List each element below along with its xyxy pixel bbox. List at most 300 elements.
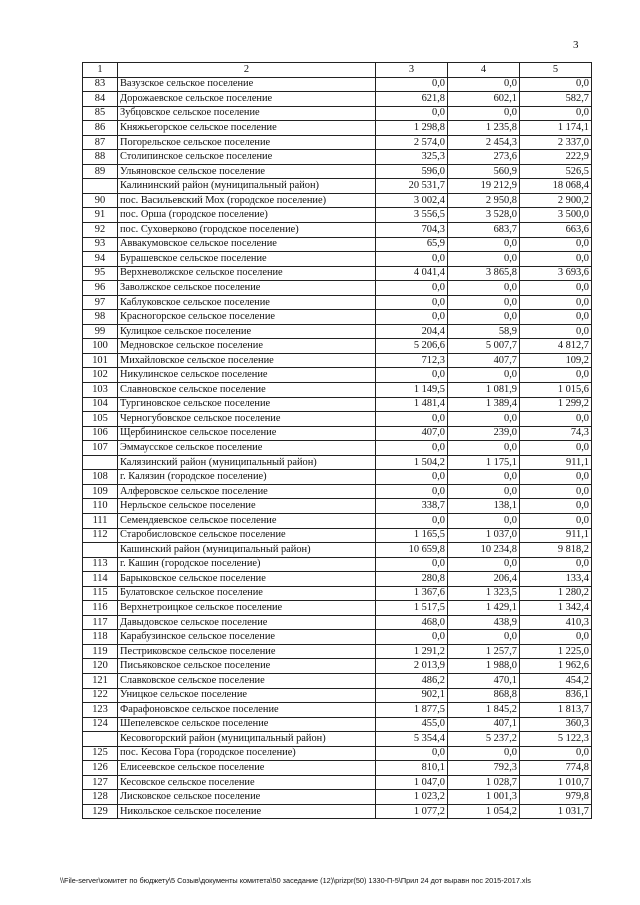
value-col4: 3 865,8 [448,266,520,281]
settlement-name: Аввакумовское сельское поселение [118,237,376,252]
table-row [83,150,592,165]
settlement-name: Бурашевское сельское поселение [118,252,376,267]
value-col3: 902,1 [376,688,448,703]
row-number: 115 [83,586,118,601]
value-col3: 5 354,4 [376,732,448,747]
value-col5: 0,0 [520,746,592,761]
table-row [83,572,592,587]
value-col3: 1 481,4 [376,397,448,412]
value-col3: 0,0 [376,281,448,296]
value-col4: 470,1 [448,673,520,688]
value-col4: 0,0 [448,630,520,645]
value-col4: 58,9 [448,324,520,339]
value-col3: 65,9 [376,237,448,252]
value-col3: 0,0 [376,77,448,92]
table-row [83,601,592,616]
row-number: 102 [83,368,118,383]
table-row [83,804,592,819]
row-number: 114 [83,572,118,587]
row-number: 129 [83,804,118,819]
table-row [83,470,592,485]
row-number: 90 [83,193,118,208]
settlement-name: Кесовское сельское поселение [118,775,376,790]
value-col3: 712,3 [376,353,448,368]
value-col4: 1 054,2 [448,804,520,819]
value-col5: 0,0 [520,557,592,572]
table-row [83,761,592,776]
row-number: 99 [83,324,118,339]
row-number: 94 [83,252,118,267]
value-col3: 1 367,6 [376,586,448,601]
row-number: 101 [83,353,118,368]
value-col4: 1 037,0 [448,528,520,543]
row-number: 98 [83,310,118,325]
settlement-name: Княжьегорское сельское поселение [118,121,376,136]
settlement-name: Ульяновское сельское поселение [118,164,376,179]
settlement-name: пос. Орша (городское поселение) [118,208,376,223]
row-number: 116 [83,601,118,616]
value-col3: 1 517,5 [376,601,448,616]
value-col3: 1 077,2 [376,804,448,819]
value-col5: 0,0 [520,310,592,325]
value-col4: 1 028,7 [448,775,520,790]
value-col5: 911,1 [520,528,592,543]
value-col5: 74,3 [520,426,592,441]
table-row [83,673,592,688]
row-number: 106 [83,426,118,441]
settlement-name: Эммаусское сельское поселение [118,441,376,456]
district-total-row [83,179,592,194]
row-number: 100 [83,339,118,354]
value-col3: 621,8 [376,92,448,107]
table-row [83,746,592,761]
page-number: 3 [573,39,579,51]
table-row [83,121,592,136]
value-col5: 1 174,1 [520,121,592,136]
row-number: 118 [83,630,118,645]
value-col3: 704,3 [376,223,448,238]
value-col4: 1 175,1 [448,455,520,470]
settlement-name: пос. Васильевский Мох (городское поселение) [118,193,376,208]
row-number: 84 [83,92,118,107]
value-col4: 1 257,7 [448,644,520,659]
value-col4: 19 212,9 [448,179,520,194]
row-number: 107 [83,441,118,456]
value-col4: 0,0 [448,77,520,92]
value-col5: 0,0 [520,484,592,499]
value-col3: 468,0 [376,615,448,630]
row-number: 124 [83,717,118,732]
value-col3: 1 877,5 [376,703,448,718]
value-col4: 138,1 [448,499,520,514]
row-number: 125 [83,746,118,761]
row-number: 119 [83,644,118,659]
value-col4: 3 528,0 [448,208,520,223]
value-col4: 0,0 [448,368,520,383]
settlement-name: г. Калязин (городское поселение) [118,470,376,485]
value-col3: 407,0 [376,426,448,441]
value-col3: 0,0 [376,412,448,427]
settlement-name: Шепелевское сельское поселение [118,717,376,732]
settlement-name: Кесовогорский район (муниципальный район) [118,732,376,747]
column-number-1: 1 [83,63,118,78]
table-row [83,499,592,514]
settlement-name: Верхневолжское сельское поселение [118,266,376,281]
settlement-name: Столипинское сельское поселение [118,150,376,165]
table-row [83,223,592,238]
row-number [83,543,118,558]
value-col3: 10 659,8 [376,543,448,558]
value-col3: 0,0 [376,295,448,310]
value-col3: 1 023,2 [376,790,448,805]
settlement-name: пос. Кесова Гора (городское поселение) [118,746,376,761]
row-number: 112 [83,528,118,543]
table-row [83,412,592,427]
value-col5: 9 818,2 [520,543,592,558]
value-col4: 0,0 [448,106,520,121]
value-col3: 1 165,5 [376,528,448,543]
value-col4: 2 950,8 [448,193,520,208]
table-row [83,441,592,456]
table-row [83,77,592,92]
row-number: 96 [83,281,118,296]
settlement-name: Красногорское сельское поселение [118,310,376,325]
row-number: 95 [83,266,118,281]
value-col3: 0,0 [376,513,448,528]
value-col3: 1 047,0 [376,775,448,790]
value-col5: 0,0 [520,295,592,310]
table-row [83,281,592,296]
table-row [83,426,592,441]
value-col4: 239,0 [448,426,520,441]
district-total-row [83,543,592,558]
value-col3: 596,0 [376,164,448,179]
value-col3: 0,0 [376,746,448,761]
value-col5: 0,0 [520,252,592,267]
row-number: 104 [83,397,118,412]
row-number: 97 [83,295,118,310]
value-col5: 0,0 [520,237,592,252]
table-row [83,368,592,383]
value-col4: 0,0 [448,484,520,499]
row-number: 89 [83,164,118,179]
settlement-name: Лисковское сельское поселение [118,790,376,805]
table-row [83,324,592,339]
value-col3: 204,4 [376,324,448,339]
value-col4: 602,1 [448,92,520,107]
table-row [83,252,592,267]
value-col4: 0,0 [448,252,520,267]
value-col4: 206,4 [448,572,520,587]
table-row [83,659,592,674]
value-col5: 2 900,2 [520,193,592,208]
settlement-name: Алферовское сельское поселение [118,484,376,499]
value-col4: 560,9 [448,164,520,179]
row-number [83,455,118,470]
settlement-name: Заволжское сельское поселение [118,281,376,296]
settlement-name: Карабузинское сельское поселение [118,630,376,645]
value-col5: 979,8 [520,790,592,805]
value-col3: 0,0 [376,630,448,645]
row-number: 117 [83,615,118,630]
settlement-name: г. Кашин (городское поселение) [118,557,376,572]
row-number: 91 [83,208,118,223]
settlement-name: Славновское сельское поселение [118,383,376,398]
value-col3: 455,0 [376,717,448,732]
value-col5: 1 342,4 [520,601,592,616]
value-col3: 325,3 [376,150,448,165]
value-col4: 0,0 [448,746,520,761]
value-col5: 5 122,3 [520,732,592,747]
value-col3: 0,0 [376,484,448,499]
table-row [83,528,592,543]
row-number [83,179,118,194]
settlement-name: Тургиновское сельское поселение [118,397,376,412]
value-col4: 1 081,9 [448,383,520,398]
table-row [83,513,592,528]
settlement-name: Кулицкое сельское поселение [118,324,376,339]
value-col3: 5 206,6 [376,339,448,354]
column-number-3: 3 [376,63,448,78]
value-col5: 526,5 [520,164,592,179]
settlement-name: Зубцовское сельское поселение [118,106,376,121]
settlement-name: Булатовское сельское поселение [118,586,376,601]
settlement-name: Верхнетроицкое сельское поселение [118,601,376,616]
value-col5: 3 693,6 [520,266,592,281]
value-col5: 0,0 [520,281,592,296]
table-row [83,106,592,121]
value-col3: 0,0 [376,441,448,456]
value-col4: 438,9 [448,615,520,630]
value-col4: 1 323,5 [448,586,520,601]
value-col3: 3 556,5 [376,208,448,223]
value-col4: 273,6 [448,150,520,165]
value-col3: 0,0 [376,106,448,121]
row-number: 88 [83,150,118,165]
value-col3: 3 002,4 [376,193,448,208]
row-number: 110 [83,499,118,514]
value-col4: 0,0 [448,281,520,296]
settlement-name: Никольское сельское поселение [118,804,376,819]
value-col3: 2 013,9 [376,659,448,674]
row-number: 126 [83,761,118,776]
value-col5: 0,0 [520,324,592,339]
value-col4: 0,0 [448,557,520,572]
settlement-name: пос. Суховерково (городское поселение) [118,223,376,238]
value-col5: 4 812,7 [520,339,592,354]
value-col5: 0,0 [520,77,592,92]
settlement-name: Семендяевское сельское поселение [118,513,376,528]
table-row [83,790,592,805]
table-row [83,615,592,630]
row-number: 122 [83,688,118,703]
value-col4: 1 389,4 [448,397,520,412]
value-col4: 868,8 [448,688,520,703]
settlement-name: Вазузское сельское поселение [118,77,376,92]
settlement-name: Уницкое сельское поселение [118,688,376,703]
value-col5: 1 225,0 [520,644,592,659]
settlement-name: Кашинский район (муниципальный район) [118,543,376,558]
value-col4: 0,0 [448,295,520,310]
table-row [83,193,592,208]
table-row [83,557,592,572]
value-col5: 911,1 [520,455,592,470]
footer-file-path: \\File-server\комитет по бюджету\5 Созыв\документы комитета\50 заседание (12)\prizpr(50) 1330-П-5\Прил 24 дот выравн пос 2015-2017.xls [60,876,531,885]
table-row [83,484,592,499]
value-col5: 663,6 [520,223,592,238]
value-col3: 486,2 [376,673,448,688]
value-col4: 683,7 [448,223,520,238]
value-col5: 0,0 [520,499,592,514]
value-col3: 0,0 [376,252,448,267]
row-number: 121 [83,673,118,688]
value-col4: 1 235,8 [448,121,520,136]
table-row [83,339,592,354]
table-row [83,92,592,107]
settlement-name: Давыдовское сельское поселение [118,615,376,630]
settlement-name: Письяковское сельское поселение [118,659,376,674]
row-number: 85 [83,106,118,121]
row-number: 108 [83,470,118,485]
settlement-name: Калининский район (муниципальный район) [118,179,376,194]
value-col3: 4 041,4 [376,266,448,281]
value-col3: 0,0 [376,557,448,572]
table-row [83,237,592,252]
table-row [83,630,592,645]
column-number-4: 4 [448,63,520,78]
value-col3: 1 149,5 [376,383,448,398]
settlement-name: Елисеевское сельское поселение [118,761,376,776]
value-col3: 20 531,7 [376,179,448,194]
row-number: 103 [83,383,118,398]
row-number: 83 [83,77,118,92]
value-col5: 1 813,7 [520,703,592,718]
settlement-name: Пестриковское сельское поселение [118,644,376,659]
row-number: 127 [83,775,118,790]
value-col5: 133,4 [520,572,592,587]
row-number: 92 [83,223,118,238]
district-total-row [83,732,592,747]
value-col5: 1 280,2 [520,586,592,601]
value-col4: 5 237,2 [448,732,520,747]
table-row [83,353,592,368]
table-row [83,644,592,659]
value-col4: 407,7 [448,353,520,368]
settlement-name: Медновское сельское поселение [118,339,376,354]
value-col3: 1 298,8 [376,121,448,136]
value-col5: 0,0 [520,470,592,485]
column-number-2: 2 [118,63,376,78]
table-row [83,310,592,325]
value-col3: 0,0 [376,368,448,383]
settlement-name: Каблуковское сельское поселение [118,295,376,310]
value-col5: 0,0 [520,630,592,645]
value-col4: 0,0 [448,412,520,427]
settlement-name: Славковское сельское поселение [118,673,376,688]
value-col4: 792,3 [448,761,520,776]
row-number: 113 [83,557,118,572]
value-col5: 1 962,6 [520,659,592,674]
table-row [83,295,592,310]
settlement-name: Старобисловское сельское поселение [118,528,376,543]
value-col5: 109,2 [520,353,592,368]
value-col5: 0,0 [520,106,592,121]
value-col5: 582,7 [520,92,592,107]
row-number: 120 [83,659,118,674]
settlement-name: Калязинский район (муниципальный район) [118,455,376,470]
value-col3: 2 574,0 [376,135,448,150]
row-number: 109 [83,484,118,499]
value-col4: 0,0 [448,470,520,485]
value-col5: 454,2 [520,673,592,688]
value-col4: 0,0 [448,237,520,252]
table-row [83,717,592,732]
settlement-name: Щербининское сельское поселение [118,426,376,441]
value-col4: 0,0 [448,441,520,456]
value-col5: 2 337,0 [520,135,592,150]
value-col5: 3 500,0 [520,208,592,223]
settlement-name: Барыковское сельское поселение [118,572,376,587]
table-row [83,383,592,398]
table-row [83,775,592,790]
value-col5: 1 010,7 [520,775,592,790]
value-col5: 1 031,7 [520,804,592,819]
value-col4: 1 429,1 [448,601,520,616]
value-col5: 410,3 [520,615,592,630]
value-col5: 836,1 [520,688,592,703]
table-row [83,135,592,150]
settlement-name: Михайловское сельское поселение [118,353,376,368]
district-total-row [83,455,592,470]
table-row [83,164,592,179]
value-col3: 0,0 [376,470,448,485]
table-row [83,397,592,412]
value-col4: 10 234,8 [448,543,520,558]
table-row [83,266,592,281]
value-col4: 1 001,3 [448,790,520,805]
table-header-row [83,63,592,78]
value-col4: 407,1 [448,717,520,732]
value-col3: 810,1 [376,761,448,776]
value-col5: 18 068,4 [520,179,592,194]
value-col4: 0,0 [448,310,520,325]
value-col5: 0,0 [520,412,592,427]
value-col4: 1 845,2 [448,703,520,718]
value-col5: 360,3 [520,717,592,732]
row-number [83,732,118,747]
settlement-name: Дорожаевское сельское поселение [118,92,376,107]
settlement-name: Черногубовское сельское поселение [118,412,376,427]
settlement-name: Нерльское сельское поселение [118,499,376,514]
value-col5: 774,8 [520,761,592,776]
value-col5: 1 015,6 [520,383,592,398]
table-row [83,586,592,601]
row-number: 128 [83,790,118,805]
column-number-5: 5 [520,63,592,78]
value-col4: 2 454,3 [448,135,520,150]
value-col3: 1 291,2 [376,644,448,659]
row-number: 105 [83,412,118,427]
settlement-name: Никулинское сельское поселение [118,368,376,383]
row-number: 111 [83,513,118,528]
row-number: 93 [83,237,118,252]
row-number: 123 [83,703,118,718]
row-number: 86 [83,121,118,136]
value-col5: 1 299,2 [520,397,592,412]
value-col5: 0,0 [520,368,592,383]
value-col5: 222,9 [520,150,592,165]
value-col3: 338,7 [376,499,448,514]
